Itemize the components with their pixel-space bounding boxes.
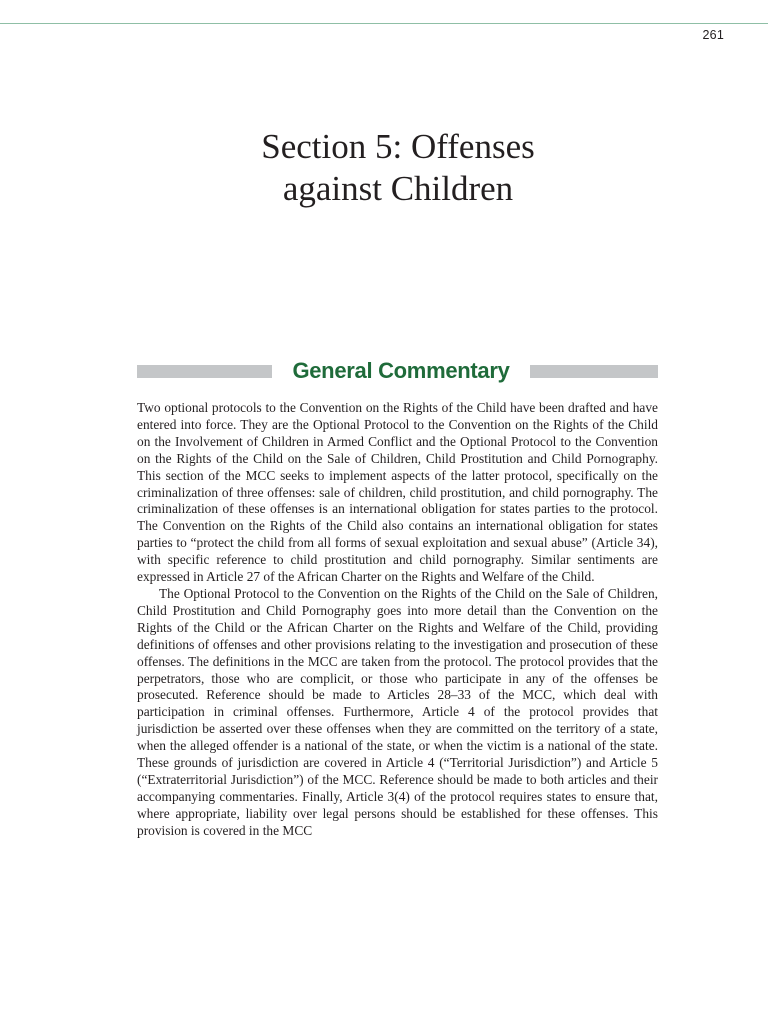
body-paragraph-2: The Optional Protocol to the Convention on the Rights of the Child on the Sale of Children, Child Prostitution and Child Pornography goes into more detail than the Convention on the Rights of the Child or the African Charter on the Rights and Welfare of the Child, providing definitions of offenses and other provisions relating to the investigation and prosecution of these offenses. The definitions in the MCC are taken from the protocol. The protocol provides that the perpetrators, those who are complicit, or those who participate in any of the offenses be prosecuted. Reference should be made to Articles 28–33 of the MCC, which deal with participation in criminal offenses. Furthermore, Article 4 of the protocol provides that jurisdiction be asserted over these offenses when they are committed on the territory of a state, when the alleged offender is a national of the state, or when the victim is a national of the state. These grounds of jurisdiction are covered in Article 4 (“Territorial Jurisdiction”) and Article 5 (“Extraterritorial Jurisdiction”) of the MCC. Reference should be made to both articles and their accompanying commentaries. Finally, Article 3(4) of the protocol requires states to ensure that, where appropriate, liability over legal persons should be established for these offenses. This provision is covered in the MCC <box>137 585 658 838</box>
body-paragraph-1: Two optional protocols to the Convention on the Rights of the Child have been drafted and have entered into force. They are the Optional Protocol to the Convention on the Rights of the Child on the Involvement of Children in Armed Conflict and the Optional Protocol to the Convention on the Rights of the Child on the Sale of Children, Child Prostitution and Child Pornography. This section of the MCC seeks to implement aspects of the latter protocol, specifically on the criminalization of three offenses: sale of children, child prostitution, and child pornography. The criminalization of these offenses is an international obligation for states parties to the protocol. The Convention on the Rights of the Child also contains an international obligation for states parties to “protect the child from all forms of sexual exploitation and sexual abuse” (Article 34), with specific reference to child prostitution and child pornography. Similar sentiments are expressed in Article 27 of the African Charter on the Rights and Welfare of the Child. <box>137 400 658 585</box>
commentary-body <box>137 400 658 840</box>
commentary-heading-block <box>137 356 658 386</box>
section-title <box>0 126 768 210</box>
heading-rule-right <box>530 365 658 378</box>
page-number: 261 <box>702 28 724 42</box>
section-title-line-1: Section 5: Offenses <box>261 127 535 166</box>
commentary-heading: General Commentary <box>292 358 510 383</box>
header-rule <box>0 23 768 24</box>
heading-rule-left <box>137 365 272 378</box>
section-title-line-2: against Children <box>282 169 514 208</box>
